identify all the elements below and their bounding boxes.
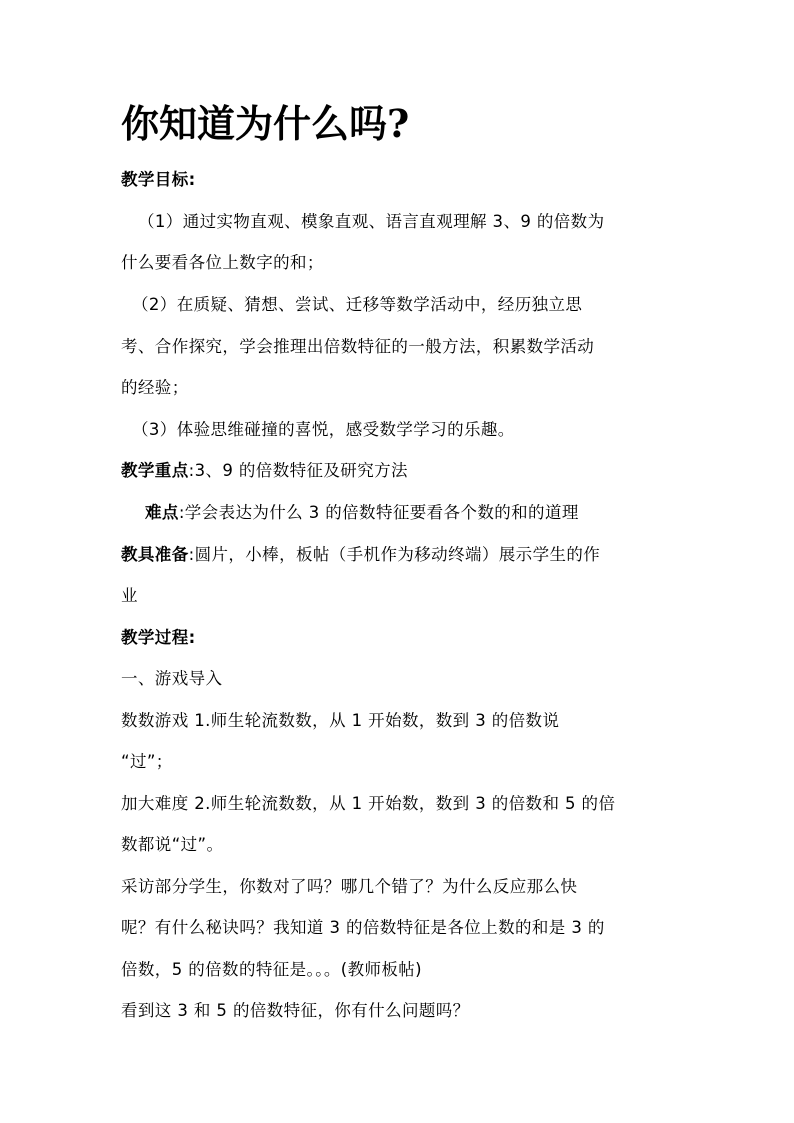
- process-heading: 教学过程:: [121, 628, 196, 647]
- interview-line-2: 呢？有什么秘诀吗？我知道 3 的倍数特征是各位上数的和是 3 的: [121, 918, 605, 937]
- teaching-tools: [121, 545, 600, 565]
- goal-2-line-2: 考、合作探究，学会推理出倍数特征的一般方法，积累数学活动: [121, 337, 595, 356]
- key-points-text: :3、9 的倍数特征及研究方法: [188, 461, 408, 480]
- game-2-line-2: 数都说“过”。: [121, 835, 224, 854]
- game-1-line-2: “过”；: [121, 752, 173, 771]
- goal-2-line-1: （2）在质疑、猜想、尝试、迁移等数学活动中，经历独立思: [132, 295, 583, 314]
- game-2-line-1: 加大难度 2.师生轮流数数，从 1 开始数，数到 3 的倍数和 5 的倍: [121, 794, 616, 813]
- game-1-line-1: 数数游戏 1.师生轮流数数，从 1 开始数，数到 3 的倍数说: [121, 711, 560, 730]
- difficulty-text: :学会表达为什么 3 的倍数特征要看各个数的和的道理: [178, 503, 579, 522]
- teaching-tools-line-2: 业: [121, 586, 138, 605]
- key-points: [121, 461, 408, 481]
- goal-2-line-3: 的经验；: [121, 378, 189, 397]
- document-title: 你知道为什么吗?: [121, 101, 410, 146]
- key-points-label: 教学重点: [121, 461, 189, 480]
- difficulty-label: 难点: [145, 503, 179, 522]
- teaching-tools-text: :圆片，小棒，板帖（手机作为移动终端）展示学生的作: [188, 545, 601, 564]
- goal-1-line-2: 什么要看各位上数字的和；: [121, 253, 324, 272]
- goal-1-line-1: （1）通过实物直观、模象直观、语言直观理解 3、9 的倍数为: [138, 212, 605, 231]
- question-line: 看到这 3 和 5 的倍数特征，你有什么问题吗？: [121, 1001, 470, 1020]
- goals-heading: 教学目标:: [121, 170, 196, 189]
- goal-3: （3）体验思维碰撞的喜悦，感受数学学习的乐趣。: [132, 420, 515, 439]
- interview-line-1: 采访部分学生，你数对了吗？哪几个错了？为什么反应那么快: [121, 877, 578, 896]
- interview-line-3: 倍数，5 的倍数的特征是。。。(教师板帖): [121, 960, 423, 979]
- teaching-tools-label: 教具准备: [121, 545, 189, 564]
- section-1-heading: 一、游戏导入: [121, 669, 223, 688]
- difficulty: [145, 503, 579, 523]
